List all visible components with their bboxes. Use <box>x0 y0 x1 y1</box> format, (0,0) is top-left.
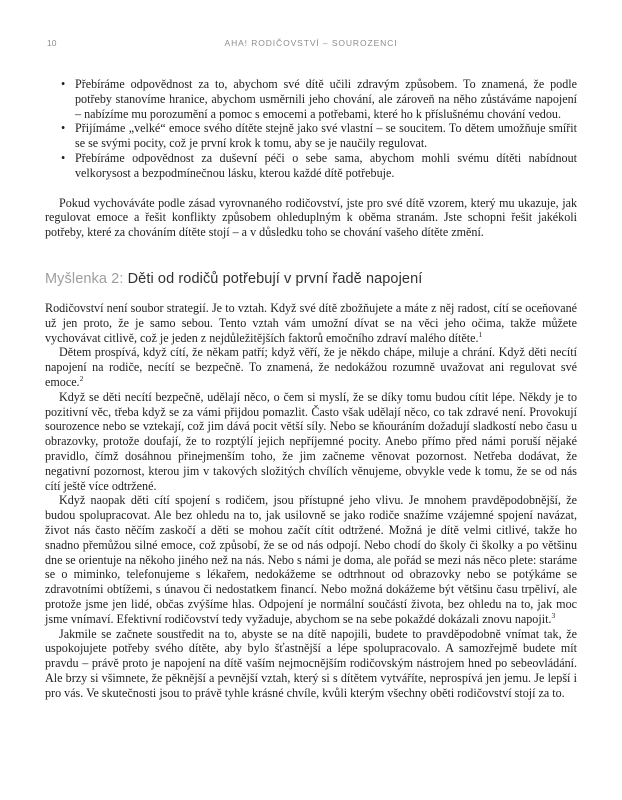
body-paragraph <box>45 301 577 345</box>
section-heading-title: Děti od rodičů potřebují v první řadě napojení <box>123 270 423 287</box>
paragraph-text: Když naopak děti cítí spojení s rodičem, jsou přístupné jeho vlivu. Je mnohem pravděpodobnější, že budou spolupracovat. Ale bez ohledu na to, jak usilovně se jako rodiče snažíme vzájemné spojení navázat, život nás často něčím zaskočí a děti se mohou začít cítit odtržené. Možná je dítě velmi citlivé, takže ho snadno přemůžou silné emoce, což způsobí, že se od nás odpojí. Nebo chodí do školy či školky a po většinu dne se orientuje na někoho jiného než na nás. Nebo s námi je doma, ale pořád se mezi nás něco plete: staráme se o miminko, telefonujeme s lékařem, nedokážeme se odtrhnout od obrazovky nebo se potýkáme se zdravotními obtížemi, s únavou či nedostatkem financí. Nebo možná dokážeme být většinu času trpěliví, ale protože jsme jen lidé, občas zvýšíme hlas. Odpojení je normální součástí života, bez ohledu na to, jak moc jsme vnímaví. Efektivní rodičovství tedy vyžaduje, abychom se na sebe pokaždé dokázali znovu napojit. <box>45 493 577 626</box>
body-paragraph <box>45 627 577 701</box>
paragraph-text: Když se děti necítí bezpečně, udělají něco, o čem si myslí, že se díky tomu budou cítit lépe. Někdy je to pozitivní věc, třeba když se za vámi přijdou pomazlit. Často však udělají něco, co tak zdravé není. Provokují sourozence nebo se vztekají, což jim dává pocit větší síly. Nebo se kňouráním dožadují sladkostí nebo času u obrazovky, protože doufají, že to rozptýlí jejich nepříjemné pocity. Anebo přímo před námi poruší nějaké pravidlo, čímž dosáhnou přinejmenším toho, že jim začneme věnovat pozornost. Netřeba dodávat, že negativní pozornost, kterou jim v takových složitých chvílích věnujeme, obvykle vede k tomu, že se od nás cítí ještě více odtržené. <box>45 389 577 493</box>
footnote-marker: 2 <box>79 373 84 383</box>
section-heading <box>45 271 577 287</box>
list-item: • Přijímáme „velké“ emoce svého dítěte stejně jako své vlastní – se soucitem. To dětem umožňuje smířit se se svými pocity, což je první krok k tomu, aby se je naučily regulovat. <box>75 121 577 151</box>
principles-list <box>45 77 577 181</box>
section-body <box>45 301 577 701</box>
paragraph-text: Rodičovství není soubor strategií. Je to vztah. Když své dítě zbožňujete a máte z něj radost, cítí se oceňované už jen proto, že je samo sebou. Tento vztah vám umožní dívat se na věci jeho očima, takže můžete vychovávat citlivě, což je jeden z nejdůležitějších faktorů emočního zdraví malého dítěte. <box>45 300 577 345</box>
list-item: • Přebíráme odpovědnost za duševní péči o sebe sama, abychom mohli svému dítěti nabídnout velkorysost a bezpodmínečnou lásku, kterou každé dítě potřebuje. <box>75 151 577 181</box>
body-paragraph <box>45 345 577 389</box>
running-title: AHA! RODIČOVSTVÍ – SOUROZENCI <box>224 38 398 48</box>
paragraph-text: Jakmile se začnete soustředit na to, abyste se na dítě napojili, budete to pravděpodobně vnímat tak, že uspokojujete potřeby svého dítěte, aby bylo šťastnější a lépe spolupracovalo. A samozřejmě budete mít pravdu – právě proto je napojení na dítě vaším nejmocnějším rodičovským nástrojem hned po sebeovládání. Ale brzy si všimnete, že pěknější a pevnější vztah, který si s dítětem vytváříte, neprospívá jen jemu. Je lepší i pro vás. Ve skutečnosti jsou to právě tyhle krásné chvíle, kvůli kterým všechny oběti rodičovství stojí za to. <box>45 626 577 700</box>
footnote-marker: 1 <box>478 329 483 339</box>
list-item: • Přebíráme odpovědnost za to, abychom své dítě učili zdravým způsobem. To znamená, že podle potřeby stanovíme hranice, abychom usměrnili jeho chování, ale zároveň na něho zůstáváme napojení – nabízíme mu porozumění a pomoc s emocemi a potřebami, které ho k příslušnému chování vedou. <box>75 77 577 121</box>
paragraph-text: Dětem prospívá, když cítí, že někam patří; když věří, že je někdo chápe, miluje a chrání. Když děti necítí napojení na rodiče, necítí se bezpečně. To znamená, že nedokážou rozumně uvažovat ani regulovat své emoce. <box>45 345 577 389</box>
footnote-marker: 3 <box>551 610 556 620</box>
intro-paragraph: Pokud vychováváte podle zásad vyrovnaného rodičovství, jste pro své dítě vzorem, který mu ukazuje, jak regulovat emoce a řešit konflikty způsobem ohleduplným k oběma stranám. Jste schopni řešit jakékoli potřeby, které za chováním dítěte stojí – a v důsledku toho se chování vašeho dítěte změní. <box>45 195 577 240</box>
body-paragraph <box>45 493 577 626</box>
page-header <box>45 38 577 50</box>
body-paragraph <box>45 390 577 494</box>
page-number: 10 <box>47 38 57 48</box>
section-heading-label: Myšlenka 2: <box>45 270 124 287</box>
